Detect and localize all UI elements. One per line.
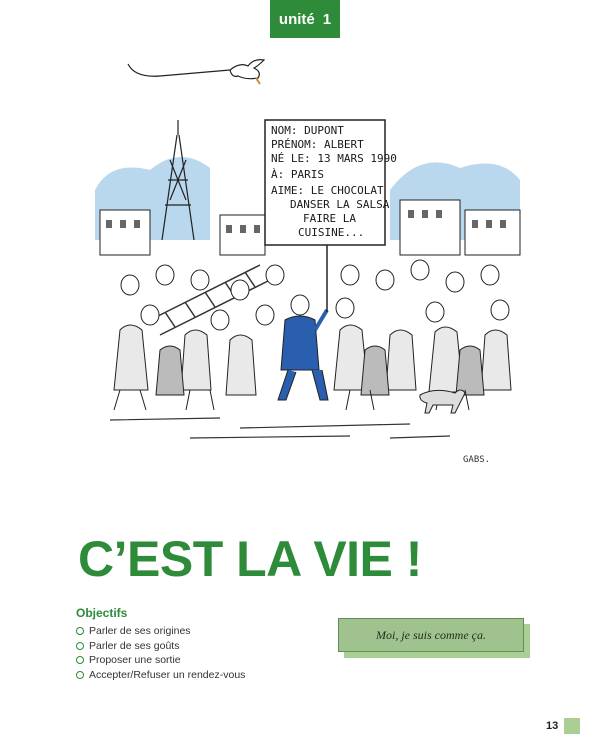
objective-item: [76, 624, 326, 639]
cartoon-illustration: [90, 50, 530, 490]
unit-tab: [270, 0, 340, 38]
ground-lines: [110, 418, 450, 438]
objective-label: Parler de ses goûts: [89, 639, 180, 652]
sign-line: AIME: LE CHOCOLAT: [271, 184, 384, 197]
dog-icon: [420, 390, 465, 413]
objectives-section: [76, 606, 326, 682]
sign-line: À: PARIS: [271, 168, 324, 181]
objective-item: [76, 668, 326, 683]
quote-box: [338, 618, 530, 658]
objective-item: [76, 639, 326, 654]
objective-label: Accepter/Refuser un rendez-vous: [89, 668, 246, 681]
bird-icon: [128, 60, 264, 84]
objective-label: Proposer une sortie: [89, 654, 181, 667]
page-title: C’EST LA VIE !: [78, 531, 422, 587]
sign-line: CUISINE...: [298, 226, 365, 239]
man-blue-suit: [278, 295, 328, 400]
bullet-circle-icon: [76, 642, 84, 650]
objectives-list: [76, 624, 326, 682]
sign-line: NOM: DUPONT: [271, 124, 344, 137]
objective-label: Parler de ses origines: [89, 625, 191, 638]
bullet-circle-icon: [76, 671, 84, 679]
bullet-circle-icon: [76, 627, 84, 635]
bullet-circle-icon: [76, 656, 84, 664]
sign-line: FAIRE LA: [303, 212, 356, 225]
artist-signature: GABS.: [463, 455, 491, 465]
unit-label: unité: [278, 10, 315, 28]
sign-line: DANSER LA SALSA: [290, 198, 390, 211]
objectives-heading: Objectifs: [76, 606, 128, 620]
sign-line: NÉ LE: 13 MARS 1990: [271, 152, 397, 165]
page-number: 13: [546, 720, 559, 732]
unit-number: 1: [322, 10, 332, 28]
quote-text: Moi, je suis comme ça.: [338, 618, 524, 652]
objective-item: [76, 653, 326, 668]
page-corner-tab: [564, 718, 580, 734]
sign-line: PRÉNOM: ALBERT: [271, 138, 364, 151]
